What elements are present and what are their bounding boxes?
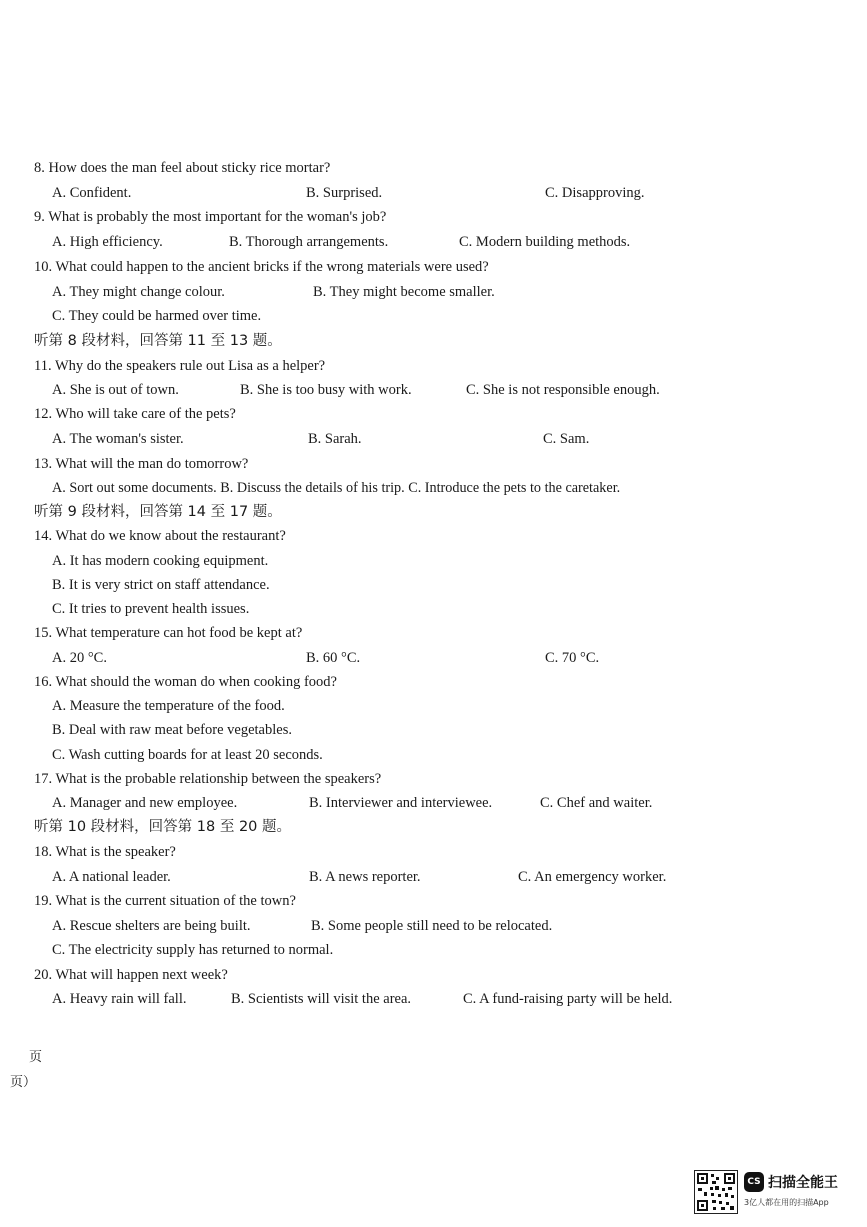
question-14-option-b: B. It is very strict on staff attendance. [52,577,270,593]
question-11-option-a: A. She is out of town. [52,382,179,398]
question-20-option-b: B. Scientists will visit the area. [231,991,412,1007]
question-15-option-c: C. 70 °C. [545,650,600,666]
question-10-option-c: C. They could be harmed over time. [52,308,262,324]
question-20-option-c: C. A fund-raising party will be held. [463,991,673,1007]
question-8-option-b: B. Surprised. [306,185,383,201]
question-16-stem: 16. What should the woman do when cooking food? [34,674,337,690]
camscanner-name: 扫描全能王 [768,1175,838,1191]
question-14-option-a: A. It has modern cooking equipment. [52,553,269,569]
question-12-option-b: B. Sarah. [308,431,362,447]
question-10-stem: 10. What could happen to the ancient bricks if the wrong materials were used? [34,259,489,275]
question-8-option-c: C. Disapproving. [545,185,645,201]
camscanner-logo-icon: CS [744,1172,764,1192]
question-19-stem: 19. What is the current situation of the town? [34,893,296,909]
question-18-option-b: B. A news reporter. [309,869,421,885]
question-12-stem: 12. Who will take care of the pets? [34,406,236,422]
question-16-option-c: C. Wash cutting boards for at least 20 seconds. [52,747,323,763]
scanner-watermark [694,1168,854,1214]
question-11-option-c: C. She is not responsible enough. [466,382,660,398]
question-10-option-a: A. They might change colour. [52,284,225,300]
question-17-option-a: A. Manager and new employee. [52,795,238,811]
question-18-option-c: C. An emergency worker. [518,869,667,885]
question-18-option-a: A. A national leader. [52,869,171,885]
question-9-option-a: A. High efficiency. [52,234,163,250]
question-8-option-a: A. Confident. [52,185,132,201]
section-9-heading: 听第 9 段材料，回答第 14 至 17 题。 [34,504,282,520]
section-8-heading: 听第 8 段材料，回答第 11 至 13 题。 [34,333,282,349]
question-19-option-c: C. The electricity supply has returned to normal. [52,942,334,958]
question-19-option-b: B. Some people still need to be relocated. [311,918,553,934]
question-14-stem: 14. What do we know about the restaurant? [34,528,286,544]
question-14-option-c: C. It tries to prevent health issues. [52,601,250,617]
question-16-option-b: B. Deal with raw meat before vegetables. [52,722,292,738]
question-17-option-c: C. Chef and waiter. [540,795,653,811]
question-9-option-c: C. Modern building methods. [459,234,631,250]
question-13-options: A. Sort out some documents. B. Discuss the details of his trip. C. Introduce the pets to the caretaker. [52,480,621,496]
question-12-option-a: A. The woman's sister. [52,431,184,447]
question-15-stem: 15. What temperature can hot food be kept at? [34,625,303,641]
margin-note-page: 页 [29,1050,43,1065]
question-9-option-b: B. Thorough arrangements. [229,234,389,250]
question-13-stem: 13. What will the man do tomorrow? [34,456,249,472]
qr-code-icon [694,1170,738,1214]
question-19-option-a: A. Rescue shelters are being built. [52,918,251,934]
question-9-stem: 9. What is probably the most important for the woman's job? [34,209,387,225]
camscanner-tagline: 3亿人都在用的扫描App [744,1198,829,1207]
question-10-option-b: B. They might become smaller. [313,284,495,300]
question-18-stem: 18. What is the speaker? [34,844,176,860]
question-11-stem: 11. Why do the speakers rule out Lisa as a helper? [34,358,326,374]
section-10-heading: 听第 10 段材料，回答第 18 至 20 题。 [34,819,292,835]
question-15-option-b: B. 60 °C. [306,650,361,666]
question-8-stem: 8. How does the man feel about sticky rice mortar? [34,160,331,176]
question-17-stem: 17. What is the probable relationship between the speakers? [34,771,382,787]
question-20-option-a: A. Heavy rain will fall. [52,991,187,1007]
question-15-option-a: A. 20 °C. [52,650,107,666]
question-16-option-a: A. Measure the temperature of the food. [52,698,285,714]
margin-note-bracket: 页） [10,1075,37,1090]
question-11-option-b: B. She is too busy with work. [240,382,412,398]
question-17-option-b: B. Interviewer and interviewee. [309,795,493,811]
question-20-stem: 20. What will happen next week? [34,967,228,983]
question-12-option-c: C. Sam. [543,431,590,447]
